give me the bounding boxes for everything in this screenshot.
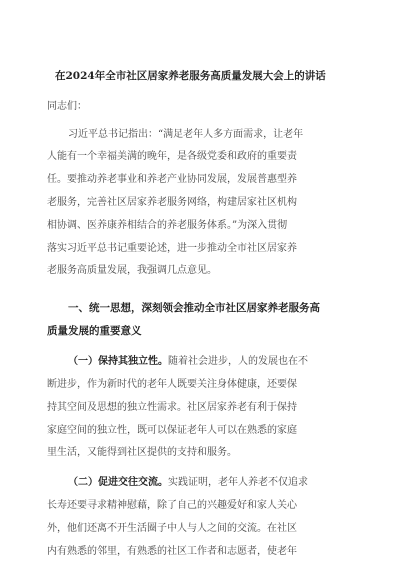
subpoint-line: 外，他们还离不开生活圈子中人与人之间的交流。在社区 xyxy=(47,523,297,534)
intro-line: 习近平总书记指出：“满足老年人多方面需求，让老年 xyxy=(68,129,304,140)
intro-line: 人能有一个幸福美满的晚年，是各级党委和政府的重要责 xyxy=(47,151,297,162)
document-title: 在2024年全市社区居家养老服务高质量发展大会上的讲话 xyxy=(55,70,326,82)
subpoint-line: 家庭空间的独立性，既可以保证老年人可以在熟悉的家庭 xyxy=(47,425,297,436)
intro-line: 相协调、医养康养相结合的养老服务体系。”为深入贯彻 xyxy=(47,220,288,231)
intro-line: 老服务，完善社区居家养老服务网络，构建居家社区机构 xyxy=(47,197,297,208)
subpoint-label: （一）保持其独立性。 xyxy=(68,356,168,367)
subpoint-first-line xyxy=(68,473,368,488)
subpoint-text: 实践证明，老年人养老不仅追求 xyxy=(168,477,308,488)
subpoint-line: 断进步，作为新时代的老年人既要关注身体健康，还要保 xyxy=(47,379,297,390)
subpoint-text: 随着社会进步，人的发展也在不 xyxy=(168,356,308,367)
subpoint-line: 内有熟悉的邻里，有熟悉的社区工作者和志愿者，使老年 xyxy=(47,546,297,557)
intro-line: 老服务高质量发展，我强调几点意见。 xyxy=(47,265,217,276)
intro-line: 落实习近平总书记重要论述，进一步推动全市社区居家养 xyxy=(47,243,297,254)
intro-line: 任。要推动养老事业和养老产业协同发展，发展普惠型养 xyxy=(47,174,297,185)
section-heading: 质量发展的重要意义 xyxy=(47,325,142,337)
subpoint-line: 里生活，又能得到社区提供的支持和服务。 xyxy=(47,447,237,458)
subpoint-line: 持其空间及思想的独立性需求。社区居家养老有利于保持 xyxy=(47,402,297,413)
section-heading: 一、统一思想，深刻领会推动全市社区居家养老服务高 xyxy=(68,302,320,314)
salutation: 同志们： xyxy=(47,101,87,112)
subpoint-label: （二）促进交往交流。 xyxy=(68,477,168,488)
subpoint-line: 长寿还要寻求精神慰藉，除了自己的兴趣爱好和家人关心 xyxy=(47,500,297,511)
subpoint-first-line xyxy=(68,352,368,367)
